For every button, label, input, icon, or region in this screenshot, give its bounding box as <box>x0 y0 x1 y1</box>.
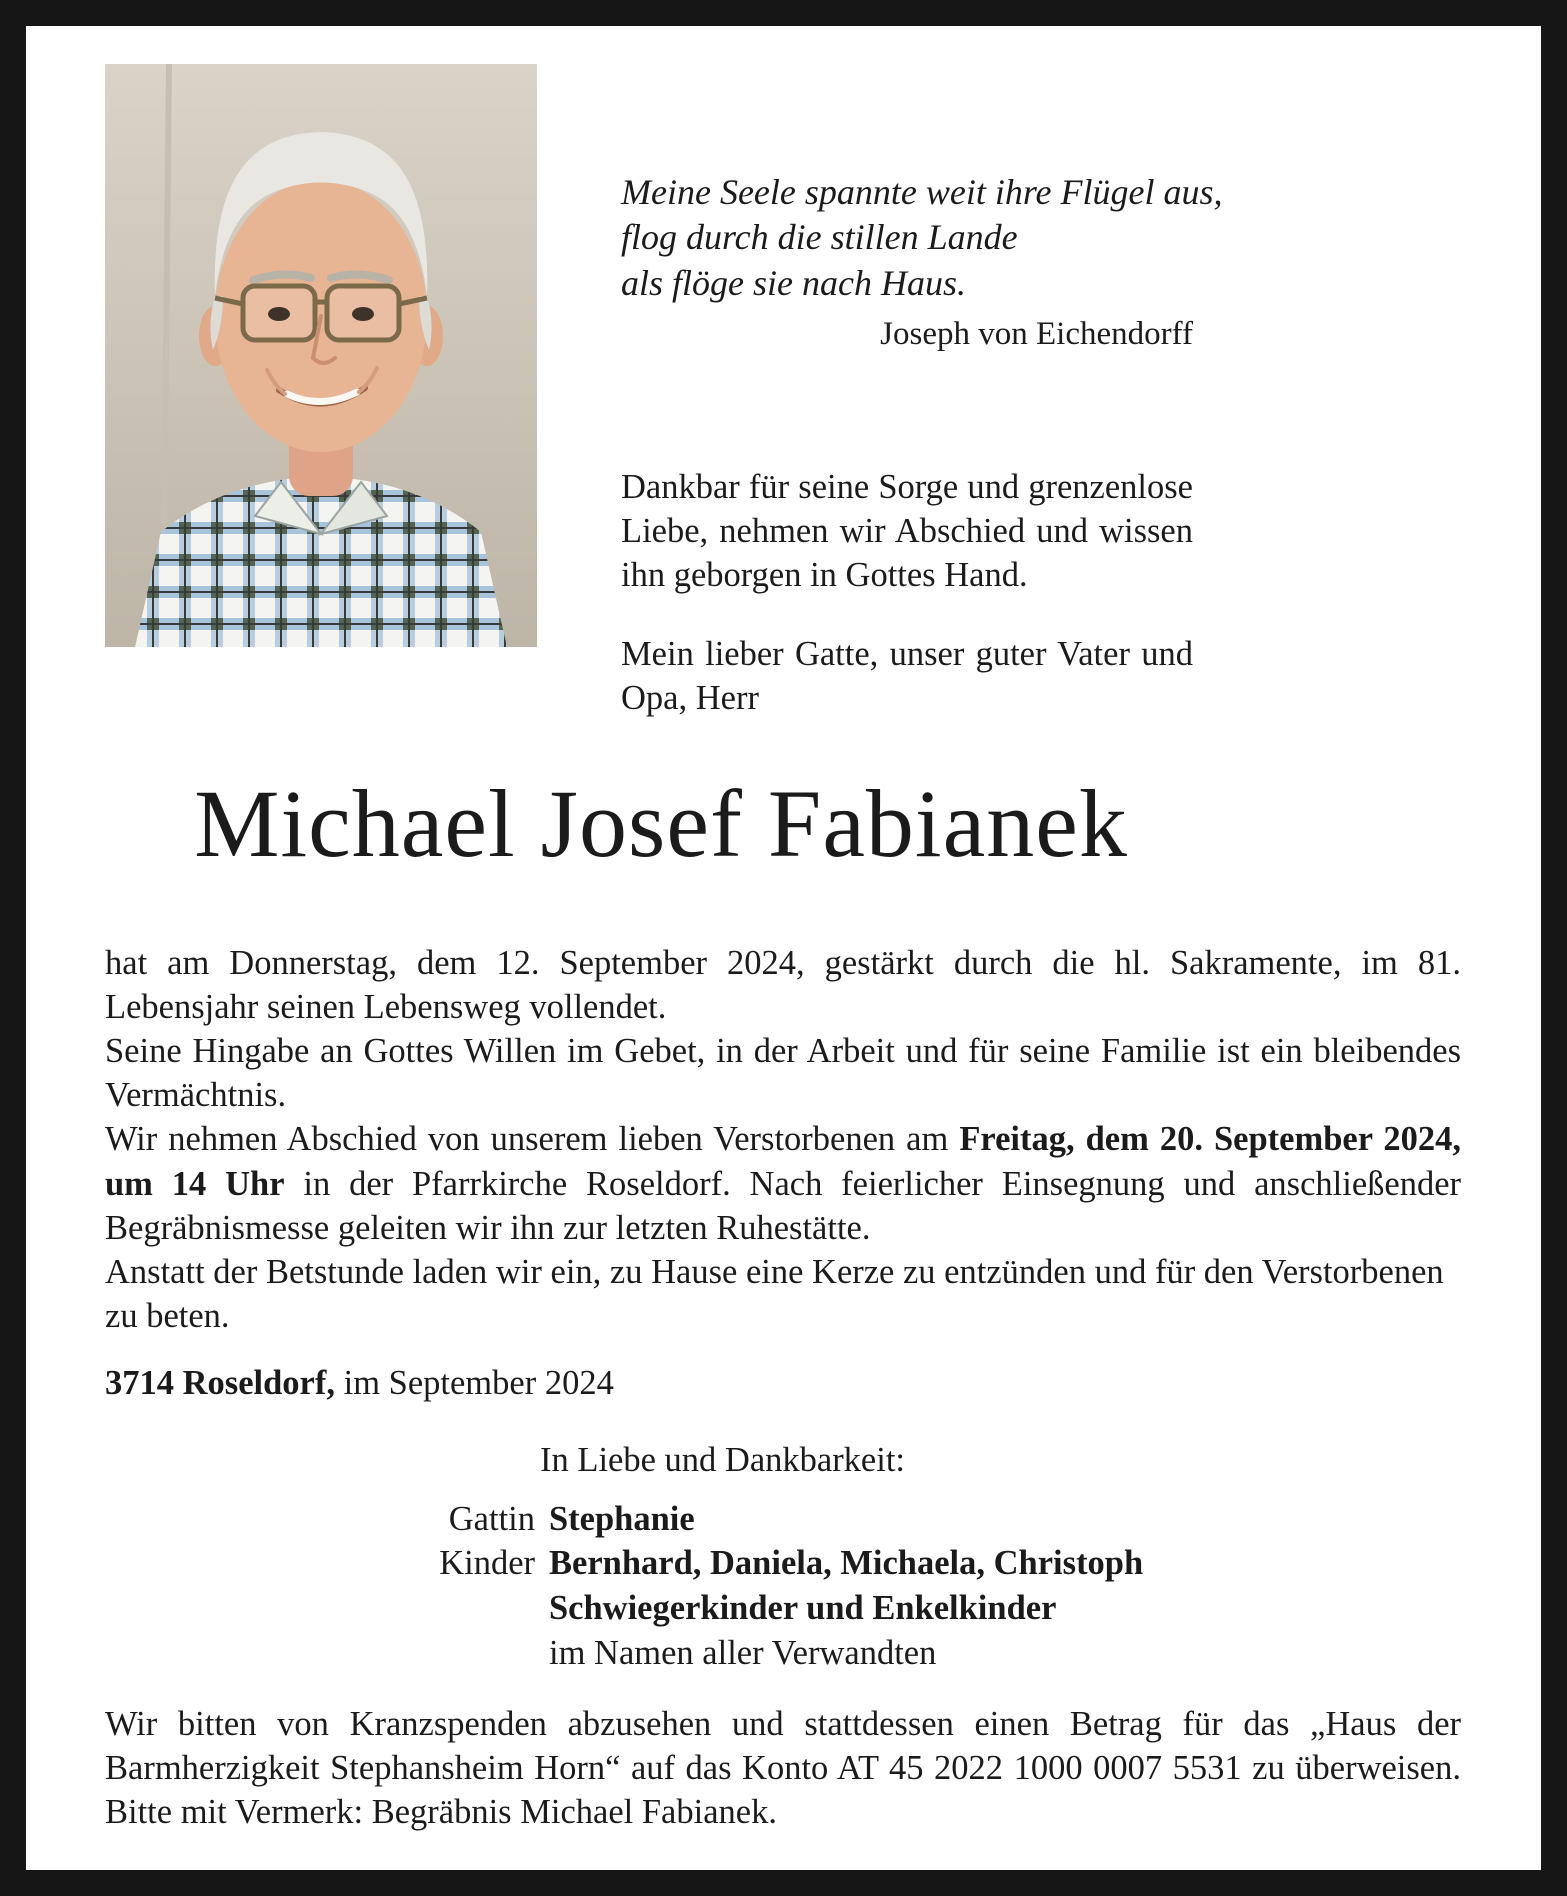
family-section <box>105 1438 1461 1676</box>
tribute-paragraph: Dankbar für seine Sorge und grenzenlose Liebe, nehmen wir Abschied und wissen ihn geborgen in Gottes Hand. <box>621 468 1193 595</box>
family-row <box>435 1586 1461 1631</box>
family-role-label: Gattin <box>448 1499 535 1538</box>
poem-line: flog durch die stillen Lande <box>621 217 1018 258</box>
family-member-names: Stephanie <box>549 1499 695 1538</box>
salutation: Mein lieber Gatte, unser guter Vater und Opa, Herr <box>621 635 1193 718</box>
funeral-text-pre: Wir nehmen Abschied von unserem lieben Verstorbenen am <box>105 1120 949 1159</box>
funeral-date-bold: Freitag, dem 20. September 2024, um 14 Uhr <box>105 1120 1462 1203</box>
family-rows <box>435 1497 1461 1676</box>
intro-column <box>621 64 1223 755</box>
donation-paragraph: Wir bitten von Kranzspenden abzusehen und stattdessen einen Betrag für das „Haus der Barmherzigkeit Stephansheim Horn“ auf das Konto AT 45 2022 1000 0007 5531 zu überweisen. Bitte mit Vermerk: Begräbnis Michael Fabianek. <box>105 1704 1461 1832</box>
family-role-label <box>435 1586 535 1631</box>
date: im September 2024 <box>343 1364 614 1403</box>
portrait-photo <box>105 64 537 647</box>
top-section <box>105 64 1461 755</box>
family-row <box>435 1497 1461 1542</box>
obituary-paragraph-1: hat am Donnerstag, dem 12. September 2024, gestärkt durch die hl. Sakramente, im 81. Lebensjahr seinen Lebensweg vollendet. <box>105 943 1461 1026</box>
candle-paragraph: Anstatt der Betstunde laden wir ein, zu Hause eine Kerze zu entzünden und für den Verstorbenen zu beten. <box>105 1252 1444 1336</box>
funeral-paragraph <box>105 1117 1461 1249</box>
family-row <box>435 1541 1461 1586</box>
family-member-names: Bernhard, Daniela, Michaela, Christoph <box>549 1544 1144 1583</box>
obituary-paragraph-2: Seine Hingabe an Gottes Willen im Gebet, in der Arbeit und für seine Familie ist ein bleibendes Vermächtnis. <box>105 1032 1461 1115</box>
poem <box>621 170 1223 306</box>
obituary-body <box>105 941 1461 1338</box>
place: 3714 Roseldorf, <box>105 1364 335 1403</box>
family-note: im Namen aller Verwandten <box>549 1634 937 1673</box>
family-heading: In Liebe und Dankbarkeit: <box>540 1440 905 1479</box>
poem-line: als flöge sie nach Haus. <box>621 262 966 303</box>
family-member-names: Schwiegerkinder und Enkelkinder <box>549 1589 1057 1628</box>
deceased-name: Michael Josef Fabianek <box>194 769 1128 877</box>
family-row <box>435 1631 1461 1676</box>
donation-section <box>105 1702 1461 1834</box>
family-role-label: Kinder <box>439 1544 535 1583</box>
place-date <box>105 1364 1461 1403</box>
poem-line: Meine Seele spannte weit ihre Flügel aus, <box>621 172 1223 212</box>
funeral-text-post: in der Pfarrkirche Roseldorf. Nach feierlicher Einsegnung und anschließender Begräbnismesse geleiten wir ihn zur letzten Ruhestätte. <box>105 1164 1462 1247</box>
poem-attribution: Joseph von Eichendorff <box>880 316 1193 353</box>
family-role-label <box>435 1631 535 1676</box>
